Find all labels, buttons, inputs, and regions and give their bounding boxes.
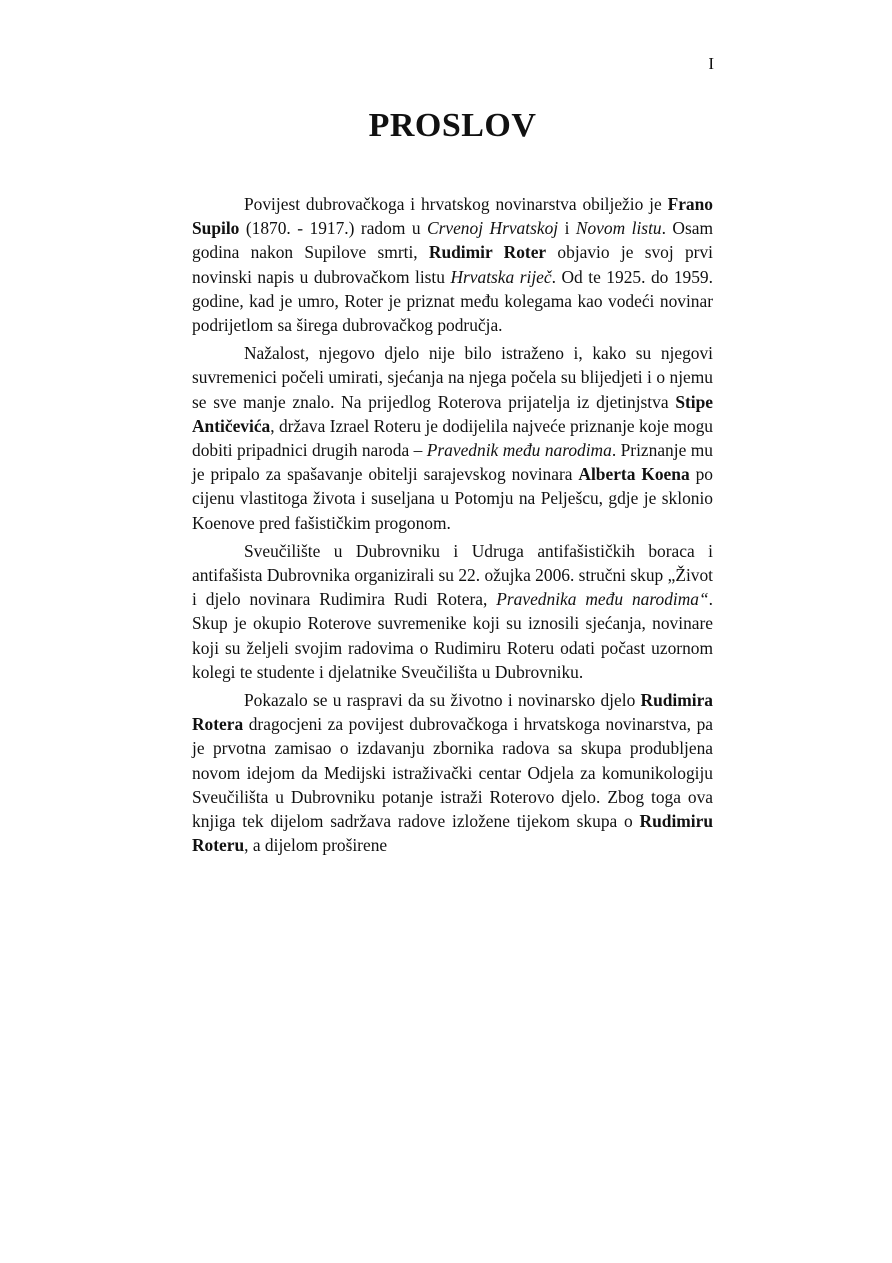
italic-title: Novom listu bbox=[575, 218, 662, 239]
italic-title: Pravednika među narodima“ bbox=[496, 589, 709, 610]
body-paragraph bbox=[192, 539, 713, 684]
body-paragraph bbox=[192, 688, 713, 857]
text-segment: Nažalost, njegovo djelo nije bilo istraženo i, kako su njegovi suvremenici počeli umirati, sjećanja na njega počela su blijedjeti i o njemu se sve manje znalo. Na prijedlog Roterova prijatelja iz djetinjstva bbox=[192, 343, 713, 412]
page-number: I bbox=[708, 54, 714, 73]
bold-name: Frano Supilo bbox=[192, 194, 713, 239]
text-segment: . Od te 1925. do 1959. godine, kad je umro, Roter je priznat među kolegama kao vodeći novinar podrijetlom sa širega dubrovačkog područja. bbox=[192, 266, 713, 336]
text-segment: . Osam godina nakon Supilove smrti, bbox=[192, 218, 713, 263]
bold-name: Alberta Koena bbox=[578, 464, 690, 485]
bold-name: Rudimira Rotera bbox=[192, 690, 713, 735]
bold-name: Rudimiru Roteru bbox=[192, 811, 713, 856]
text-segment: po cijenu vlastitoga života i suseljana u Potomju na Pelješcu, gdje je sklonio Koenove pred fašističkim progonom. bbox=[192, 464, 713, 533]
body-paragraph bbox=[192, 341, 713, 535]
italic-title: Hrvatska riječ bbox=[450, 266, 552, 287]
text-segment: dragocjeni za povijest dubrovačkoga i hrvatskoga novinarstva, pa je prvotna zamisao o izdavanju zbornika radova sa skupa produbljena novom idejom da Medijski istraživački centar Odjela za komunikologiju Sveučilišta u Dubrovniku potanje istraži Roterovo djelo. Zbog toga ova knjiga tek dijelom sadržava radove izložene tijekom skupa o bbox=[192, 714, 713, 832]
text-segment: . Skup je okupio Roterove suvremenike koji su iznosili sjećanja, novinare koji su željeli svojim radovima o Rudimiru Roteru odati počast uzornom kolegi te studente i djelatnike Sveučilišta u Dubrovniku. bbox=[192, 589, 714, 682]
text-segment: Povijest dubrovačkoga i hrvatskog novinarstva obilježio je bbox=[244, 194, 668, 214]
text-segment: Pokazalo se u raspravi da su životno i novinarsko djelo bbox=[244, 690, 641, 711]
italic-title: Crvenoj Hrvatskoj bbox=[427, 218, 559, 239]
bold-name: Rudimir Roter bbox=[428, 242, 547, 263]
text-segment: Sveučilište u Dubrovniku i Udruga antifašističkih boraca i antifašista Dubrovnika organizirali su 22. ožujka 2006. stručni skup „Život i djelo novinara Rudimira Rudi Rotera, bbox=[192, 540, 713, 610]
italic-title: Pravednik među narodima bbox=[426, 440, 612, 461]
bold-name: Stipe Antičevića bbox=[192, 391, 713, 436]
text-segment: i bbox=[558, 218, 576, 239]
text-segment: objavio je svoj prvi novinski napis u dubrovačkom listu bbox=[192, 242, 713, 287]
body-paragraph bbox=[192, 192, 713, 337]
body-text bbox=[192, 192, 713, 861]
page-title: PROSLOV bbox=[368, 107, 537, 144]
text-segment: , država Izrael Roteru je dodijelila najveće priznanje koje mogu dobiti pripadnici drugih naroda – bbox=[192, 415, 713, 461]
text-segment: . Priznanje mu je pripalo za spašavanje obitelji sarajevskog novinara bbox=[192, 440, 713, 485]
text-segment: (1870. - 1917.) radom u bbox=[239, 218, 427, 239]
text-segment: , a dijelom proširene bbox=[244, 835, 388, 856]
